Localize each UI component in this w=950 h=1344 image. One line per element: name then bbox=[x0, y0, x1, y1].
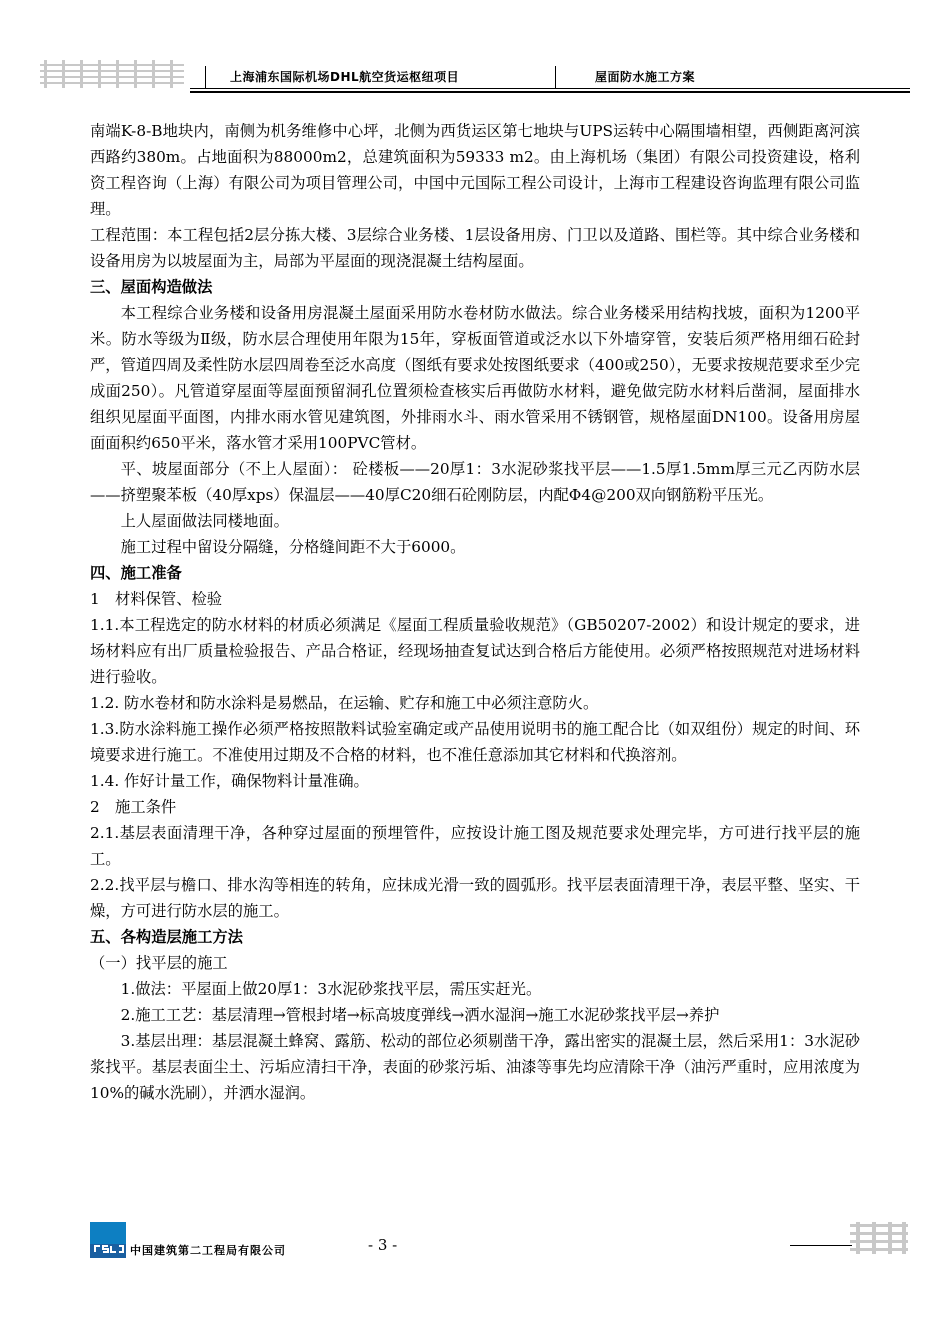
header-divider bbox=[555, 66, 556, 88]
paragraph: 平、坡屋面部分（不上人屋面）： 砼楼板——20厚1：3水泥砂浆找平层——1.5厚1.5mm厚三元乙丙防水层——挤塑聚苯板（40厚xps）保温层——40厚C20细石砼刚防层，内配Φ4@200双向钢筋粉平压光。 bbox=[90, 460, 860, 504]
paragraph: 工程范围：本工程包括2层分拣大楼、3层综合业务楼、1层设备用房、门卫以及道路、围栏等。其中综合业务楼和设备用房为以坡屋面为主，局部为平屋面的现浇混凝土结构屋面。 bbox=[90, 226, 860, 270]
header-project-name: 上海浦东国际机场DHL航空货运枢纽项目 bbox=[230, 70, 460, 84]
paragraph: 2.2.找平层与檐口、排水沟等相连的转角，应抹成光滑一致的圆弧形。找平层表面清理干净，表层平整、坚实、干燥，方可进行防水层的施工。 bbox=[90, 876, 860, 920]
footer-grid-decoration bbox=[790, 1222, 910, 1256]
paragraph: 1.3.防水涂料施工操作必须严格按照散料试验室确定或产品使用说明书的施工配合比（如双组份）规定的时间、环境要求进行施工。不准使用过期及不合格的材料，也不准任意添加其它材料和代换溶剂。 bbox=[90, 720, 860, 764]
paragraph: 1.2. 防水卷材和防水涂料是易燃品，在运输、贮存和施工中必须注意防火。 bbox=[90, 694, 599, 712]
subsection-heading: （一）找平层的施工 bbox=[90, 954, 228, 972]
paragraph: 3.基层出理：基层混凝土蜂窝、露筋、松动的部位必须剔凿干净，露出密实的混凝土层，然后采用1：3水泥砂浆找平。基层表面尘土、污垢应清扫干净，表面的砂浆污垢、油漆等事先均应清除干净（油污严重时，应用浓度为10%的碱水洗刷），并洒水湿润。 bbox=[90, 1032, 860, 1102]
header-rule bbox=[190, 88, 910, 89]
header-grid-logo bbox=[40, 60, 190, 90]
paragraph: 施工过程中留设分隔缝，分格缝间距不大于6000。 bbox=[120, 538, 466, 556]
section-heading: 四、施工准备 bbox=[90, 564, 182, 582]
subsection-heading: 2 施工条件 bbox=[90, 798, 177, 816]
company-logo-icon bbox=[90, 1222, 126, 1258]
section-heading: 三、屋面构造做法 bbox=[90, 278, 213, 296]
section-heading: 五、各构造层施工方法 bbox=[90, 928, 243, 946]
page-header bbox=[40, 58, 910, 94]
paragraph: 2.1.基层表面清理干净，各种穿过屋面的预埋管件，应按设计施工图及规范要求处理完毕，方可进行找平层的施工。 bbox=[90, 824, 860, 868]
header-document-title: 屋面防水施工方案 bbox=[595, 70, 696, 84]
paragraph: 上人屋面做法同楼地面。 bbox=[120, 512, 289, 530]
header-rule-thick bbox=[190, 91, 910, 93]
subsection-heading: 1 材料保管、检验 bbox=[90, 590, 223, 608]
page-footer bbox=[90, 1222, 910, 1282]
paragraph: 南端K-8-B地块内，南侧为机务维修中心坪，北侧为西货运区第七地块与UPS运转中心隔围墙相望，西侧距离河滨西路约380m。占地面积为88000m2，总建筑面积为59333 m2。由上海机场（集团）有限公司投资建设，格利资工程咨询（上海）有限公司为项目管理公司，中国中元国际工程公司设计，上海市工程建设咨询监理有限公司监理。 bbox=[90, 122, 860, 218]
page-number: - 3 - bbox=[368, 1236, 398, 1254]
paragraph: 2.施工工艺：基层清理→管根封堵→标高坡度弹线→洒水湿润→施工水泥砂浆找平层→养护 bbox=[120, 1006, 720, 1024]
paragraph: 本工程综合业务楼和设备用房混凝土屋面采用防水卷材防水做法。综合业务楼采用结构找坡，面积为1200平米。防水等级为Ⅱ级，防水层合理使用年限为15年，穿板面管道或泛水以下外墙穿管，安装后须严格用细石砼封严，管道四周及柔性防水层四周卷至泛水高度（图纸有要求处按图纸要求（400或250），无要求按规范要求至少完成面250）。凡管道穿屋面等屋面预留洞孔位置须检查核实后再做防水材料，避免做完防水材料后凿洞，屋面排水组织见屋面平面图，内排水雨水管见建筑图，外排雨水斗、雨水管采用不锈钢管，规格屋面DN100。设备用房屋面面积约650平米，落水管才采用100PVC管材。 bbox=[90, 304, 860, 452]
paragraph: 1.1.本工程选定的防水材料的材质必须满足《屋面工程质量验收规范》（GB50207-2002）和设计规定的要求，进场材料应有出厂质量检验报告、产品合格证，经现场抽查复试达到合格后方能使用。必须严格按照规范对进场材料进行验收。 bbox=[90, 616, 860, 686]
document-body bbox=[90, 118, 860, 1106]
paragraph: 1.做法：平屋面上做20厚1：3水泥砂浆找平层，需压实赶光。 bbox=[120, 980, 542, 998]
paragraph: 1.4. 作好计量工作，确保物料计量准确。 bbox=[90, 772, 369, 790]
header-divider bbox=[205, 66, 206, 88]
footer-company-name: 中国建筑第二工程局有限公司 bbox=[130, 1244, 286, 1257]
